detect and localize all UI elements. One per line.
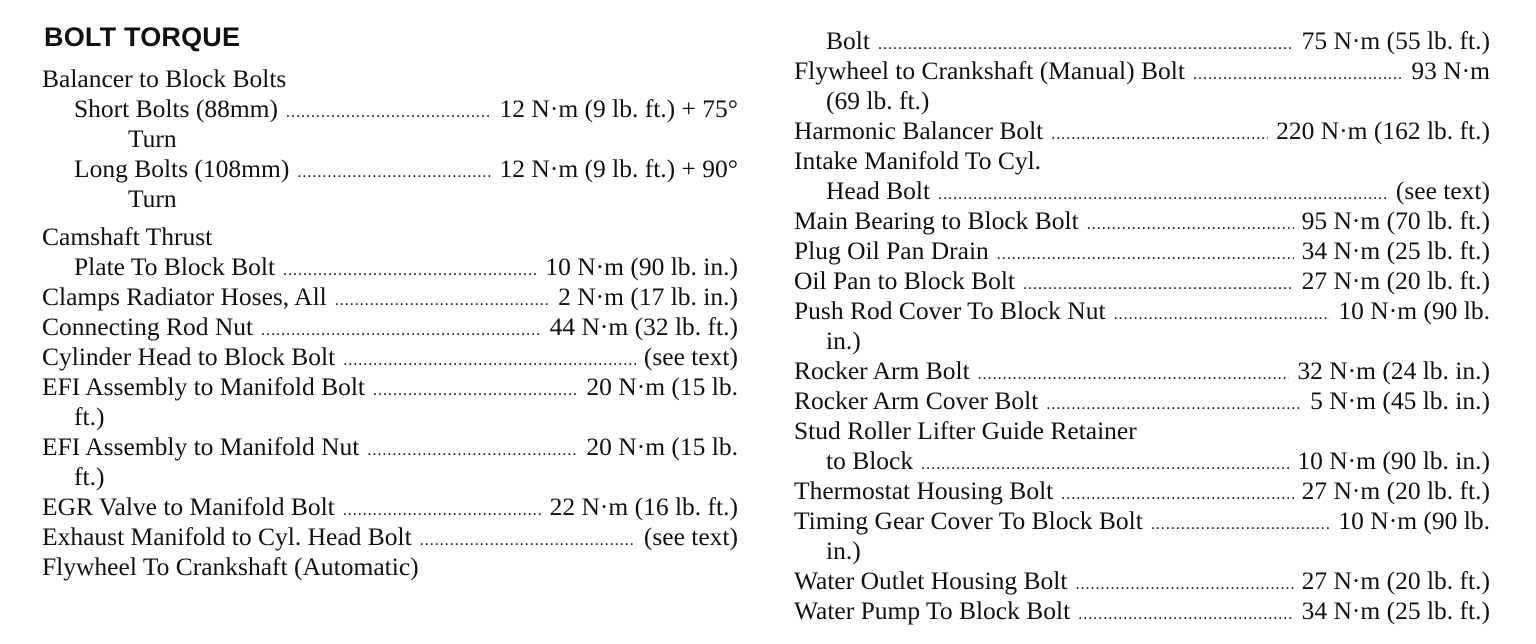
spec-value: 10 N·m (90 lb. bbox=[1338, 506, 1490, 535]
torque-spec-row bbox=[794, 566, 1490, 596]
torque-spec-row bbox=[794, 26, 1490, 56]
spec-label: Plate To Block Bolt bbox=[74, 252, 276, 281]
spec-label: Intake Manifold To Cyl. bbox=[794, 146, 1042, 175]
spec-label: Exhaust Manifold to Cyl. Head Bolt bbox=[42, 522, 412, 551]
spec-value: 12 N·m (9 lb. ft.) + 75° bbox=[499, 94, 738, 123]
spec-label: Main Bearing to Block Bolt bbox=[794, 206, 1079, 235]
torque-spec-row bbox=[794, 326, 1490, 356]
torque-spec-row bbox=[794, 236, 1490, 266]
torque-spec-row bbox=[794, 416, 1490, 446]
torque-spec-row bbox=[794, 446, 1490, 476]
torque-list-right bbox=[794, 26, 1490, 626]
spec-value: 22 N·m (16 lb. ft.) bbox=[549, 492, 738, 521]
torque-spec-row bbox=[42, 64, 738, 94]
spec-value: 5 N·m (45 lb. in.) bbox=[1310, 386, 1490, 415]
torque-spec-row bbox=[42, 522, 738, 552]
dot-leader bbox=[283, 252, 537, 286]
dot-leader bbox=[335, 282, 550, 316]
torque-spec-row bbox=[42, 184, 738, 214]
dot-leader bbox=[343, 492, 542, 526]
spec-label: Connecting Rod Nut bbox=[42, 312, 254, 341]
spec-value: 34 N·m (25 lb. ft.) bbox=[1301, 596, 1490, 625]
dot-leader bbox=[1193, 56, 1403, 90]
torque-list-left bbox=[42, 64, 738, 582]
torque-spec-row bbox=[794, 476, 1490, 506]
spec-value: 20 N·m (15 lb. bbox=[586, 432, 738, 461]
spec-label: Plug Oil Pan Drain bbox=[794, 236, 989, 265]
spec-label: EFI Assembly to Manifold Nut bbox=[42, 432, 360, 461]
spec-label: Clamps Radiator Hoses, All bbox=[42, 282, 327, 311]
spec-value: 32 N·m (24 lb. in.) bbox=[1297, 356, 1490, 385]
dot-leader bbox=[978, 356, 1290, 390]
spec-value: 27 N·m (20 lb. ft.) bbox=[1301, 476, 1490, 505]
spec-label: EGR Valve to Manifold Bolt bbox=[42, 492, 335, 521]
torque-spec-row bbox=[42, 222, 738, 252]
spec-label: in.) bbox=[826, 536, 861, 565]
dot-leader bbox=[1078, 596, 1293, 630]
torque-spec-row bbox=[794, 86, 1490, 116]
spec-label: Water Outlet Housing Bolt bbox=[794, 566, 1068, 595]
torque-spec-row bbox=[794, 116, 1490, 146]
spec-value: (see text) bbox=[643, 522, 738, 551]
spec-label: Water Pump To Block Bolt bbox=[794, 596, 1071, 625]
spec-label: ft.) bbox=[74, 462, 105, 491]
dot-leader bbox=[1023, 266, 1294, 300]
spec-label: Balancer to Block Bolts bbox=[42, 64, 287, 93]
spec-label: in.) bbox=[826, 326, 861, 355]
spec-label: Stud Roller Lifter Guide Retainer bbox=[794, 416, 1137, 445]
spec-label: Timing Gear Cover To Block Bolt bbox=[794, 506, 1143, 535]
dot-leader bbox=[343, 342, 636, 376]
spec-label: Long Bolts (108mm) bbox=[74, 154, 290, 183]
spec-value: 12 N·m (9 lb. ft.) + 90° bbox=[499, 154, 738, 183]
spec-value: 10 N·m (90 lb. bbox=[1338, 296, 1490, 325]
torque-spec-row bbox=[42, 432, 738, 462]
torque-spec-row bbox=[42, 154, 738, 184]
dot-leader bbox=[1087, 206, 1294, 240]
torque-spec-row bbox=[42, 282, 738, 312]
spec-label: Flywheel To Crankshaft (Automatic) bbox=[42, 552, 419, 581]
spec-label: Rocker Arm Bolt bbox=[794, 356, 970, 385]
dot-leader bbox=[1114, 296, 1331, 330]
dot-leader bbox=[261, 312, 542, 346]
spec-label: ft.) bbox=[74, 402, 105, 431]
spec-label: Camshaft Thrust bbox=[42, 222, 213, 251]
spec-label: Turn bbox=[128, 124, 177, 153]
spec-value: 75 N·m (55 lb. ft.) bbox=[1301, 26, 1490, 55]
dot-leader bbox=[1151, 506, 1331, 540]
torque-spec-row bbox=[42, 252, 738, 282]
torque-spec-row bbox=[42, 94, 738, 124]
torque-spec-row bbox=[42, 124, 738, 154]
spec-label: EFI Assembly to Manifold Bolt bbox=[42, 372, 366, 401]
spec-value: 27 N·m (20 lb. ft.) bbox=[1301, 566, 1490, 595]
spec-label: Short Bolts (88mm) bbox=[74, 94, 279, 123]
torque-spec-row bbox=[42, 552, 738, 582]
torque-spec-row bbox=[42, 462, 738, 492]
torque-spec-row bbox=[794, 266, 1490, 296]
torque-spec-row bbox=[794, 176, 1490, 206]
dot-leader bbox=[420, 522, 636, 556]
spec-value: 44 N·m (32 lb. ft.) bbox=[549, 312, 738, 341]
dot-leader bbox=[373, 372, 578, 406]
torque-spec-row bbox=[794, 596, 1490, 626]
spec-label: Turn bbox=[128, 184, 177, 213]
spec-value: 27 N·m (20 lb. ft.) bbox=[1301, 266, 1490, 295]
torque-spec-row bbox=[794, 56, 1490, 86]
spec-label: (69 lb. ft.) bbox=[826, 86, 930, 115]
torque-spec-row bbox=[794, 206, 1490, 236]
torque-spec-row bbox=[42, 492, 738, 522]
torque-spec-row bbox=[794, 386, 1490, 416]
spec-value: 34 N·m (25 lb. ft.) bbox=[1301, 236, 1490, 265]
spec-label: Thermostat Housing Bolt bbox=[794, 476, 1054, 505]
dot-leader bbox=[921, 446, 1289, 480]
torque-spec-row bbox=[42, 372, 738, 402]
dot-leader bbox=[938, 176, 1388, 210]
spec-value: 2 N·m (17 lb. in.) bbox=[558, 282, 738, 311]
spec-value: 10 N·m (90 lb. in.) bbox=[545, 252, 738, 281]
spec-label: Rocker Arm Cover Bolt bbox=[794, 386, 1039, 415]
spec-label: Oil Pan to Block Bolt bbox=[794, 266, 1016, 295]
dot-leader bbox=[1046, 386, 1302, 420]
spec-label: to Block bbox=[826, 446, 914, 475]
spec-label: Harmonic Balancer Bolt bbox=[794, 116, 1044, 145]
spec-label: Push Rod Cover To Block Nut bbox=[794, 296, 1106, 325]
dot-leader bbox=[297, 154, 491, 188]
dot-leader bbox=[1075, 566, 1293, 600]
torque-spec-row bbox=[794, 356, 1490, 386]
spec-label: Cylinder Head to Block Bolt bbox=[42, 342, 336, 371]
spec-value: 93 N·m bbox=[1411, 56, 1490, 85]
torque-spec-row bbox=[794, 536, 1490, 566]
spec-value: 95 N·m (70 lb. ft.) bbox=[1301, 206, 1490, 235]
torque-spec-row bbox=[42, 402, 738, 432]
torque-spec-row bbox=[42, 312, 738, 342]
spec-value: (see text) bbox=[643, 342, 738, 371]
torque-spec-row bbox=[794, 506, 1490, 536]
dot-leader bbox=[878, 26, 1294, 60]
section-heading: BOLT TORQUE bbox=[44, 22, 241, 52]
dot-leader bbox=[367, 432, 578, 466]
spec-value: 10 N·m (90 lb. in.) bbox=[1297, 446, 1490, 475]
spec-value: 220 N·m (162 lb. ft.) bbox=[1276, 116, 1490, 145]
spec-label: Bolt bbox=[826, 26, 870, 55]
dot-leader bbox=[286, 94, 492, 128]
spec-label: Head Bolt bbox=[826, 176, 931, 205]
torque-spec-row bbox=[794, 146, 1490, 176]
torque-spec-row bbox=[42, 342, 738, 372]
torque-spec-row bbox=[794, 296, 1490, 326]
spec-value: 20 N·m (15 lb. bbox=[586, 372, 738, 401]
dot-leader bbox=[997, 236, 1294, 270]
spec-label: Flywheel to Crankshaft (Manual) Bolt bbox=[794, 56, 1185, 85]
dot-leader bbox=[1051, 116, 1268, 150]
dot-leader bbox=[1061, 476, 1293, 510]
spec-value: (see text) bbox=[1395, 176, 1490, 205]
